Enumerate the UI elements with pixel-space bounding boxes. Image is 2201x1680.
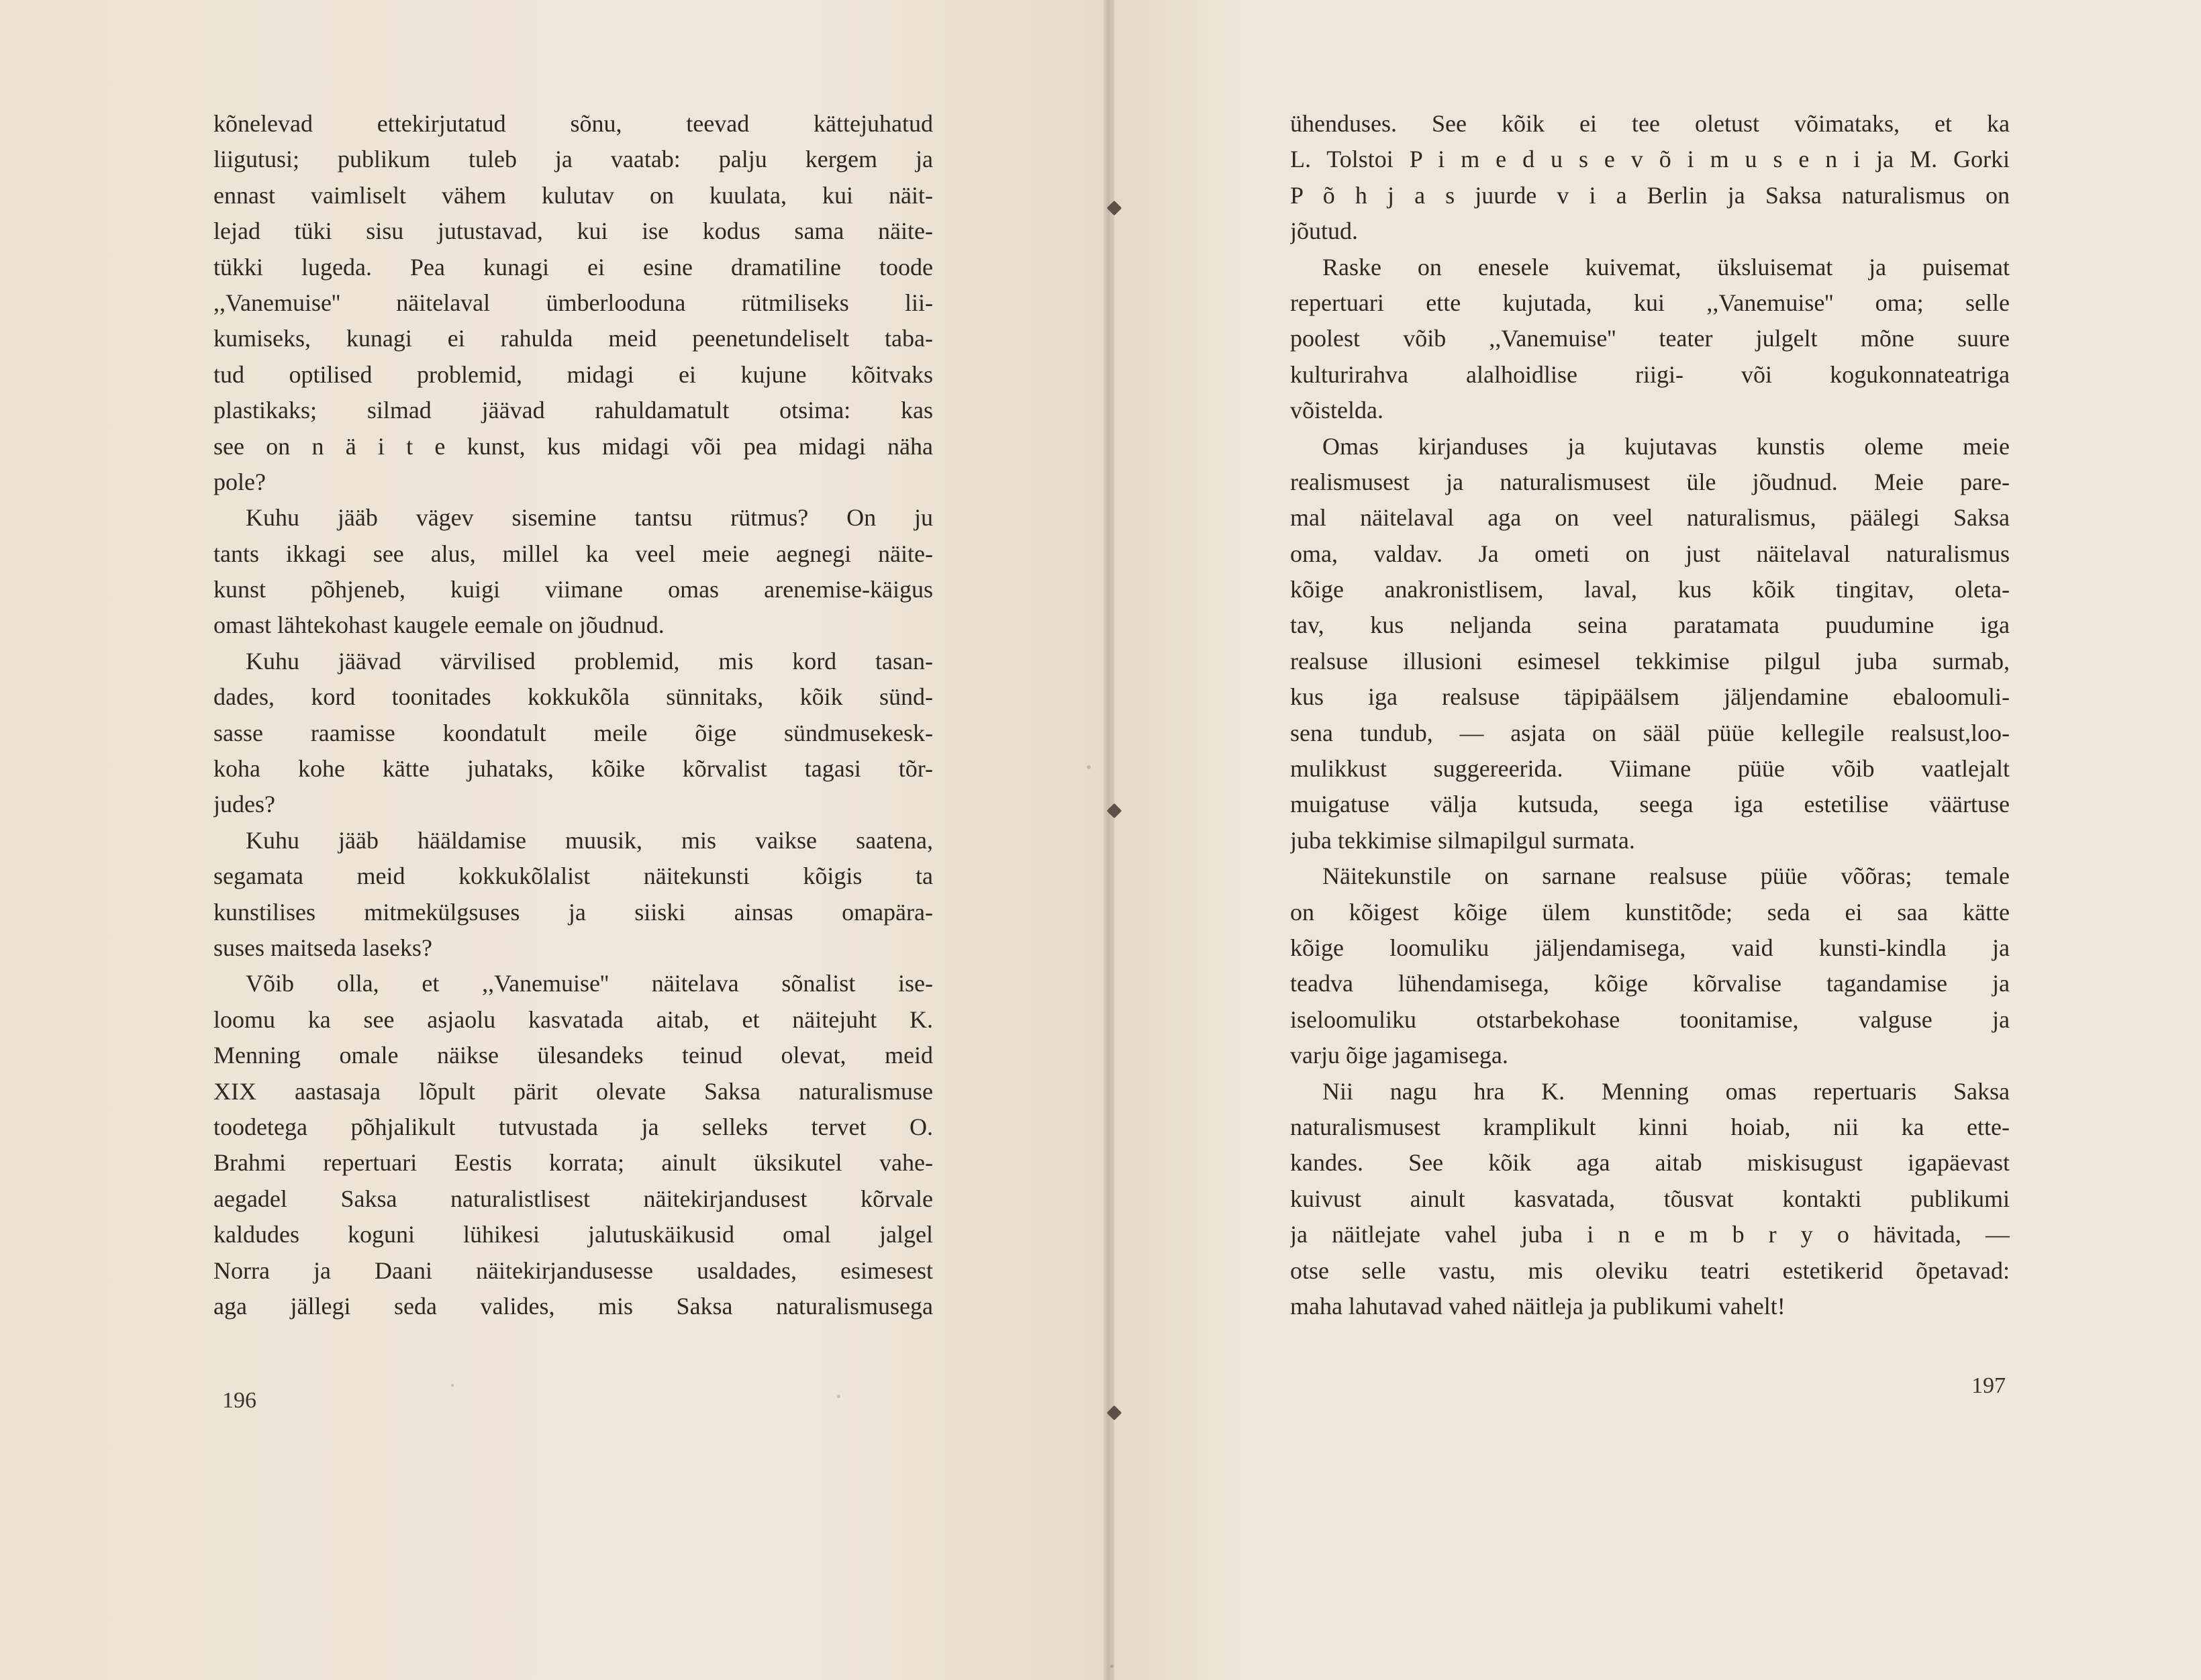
page-number-left: 196 [222, 1388, 256, 1413]
right-page-text [1290, 106, 2010, 1324]
paper-spot [1110, 1665, 1114, 1668]
text-line: mal näitelaval aga on veel naturalismus, päälegi Saksa [1290, 504, 2010, 532]
text-line: aegadel Saksa naturalistlisest näitekirjandusest kõrvale [213, 1185, 933, 1212]
text-line: kunstilises mitmekülgsuses ja siiski ainsas omapära- [213, 898, 933, 926]
text-line: kandes. See kõik aga aitab miskisugust igapäevast [1290, 1149, 2010, 1177]
text-line: tud optilised problemid, midagi ei kujune kõitvaks [213, 360, 933, 388]
text-line: aga jällegi seda valides, mis Saksa naturalismusega [213, 1292, 933, 1320]
text-line: kaldudes koguni lühikesi jalutuskäikusid omal jalgel [213, 1221, 933, 1248]
text-line: on kõigest kõige ülem kunstitõde; seda ei saa kätte [1290, 898, 2010, 926]
text-line: kõige loomuliku jäljendamisega, vaid kunsti-kindla ja [1290, 934, 2010, 961]
text-line: kuivust ainult kasvatada, tõusvat kontakti publikumi [1290, 1185, 2010, 1212]
page-number-right: 197 [1971, 1373, 2006, 1398]
text-line: Nii nagu hra K. Menning omas repertuaris Saksa [1322, 1077, 2010, 1105]
text-line: loomu ka see asjaolu kasvatada aitab, et näitejuht K. [213, 1005, 933, 1033]
text-line: muigatuse välja kutsuda, seega iga estetilise väärtuse [1290, 791, 2010, 818]
text-line: segamata meid kokkukõlalist näitekunsti kõigis ta [213, 862, 933, 890]
text-line: teadva lühendamisega, kõige kõrvalise tagandamise ja [1290, 970, 2010, 997]
text-line: judes? [213, 791, 275, 818]
text-line: kõnelevad ettekirjutatud sõnu, teevad kättejuhatud [213, 110, 933, 137]
text-line: sena tundub, — asjata on sääl püüe kellegile realsust,loo- [1290, 719, 2010, 746]
text-line: kulturirahva alalhoidlise riigi- või kogukonnateatriga [1290, 360, 2010, 388]
text-line: suses maitseda laseks? [213, 934, 432, 961]
text-line: Võib olla, et ,,Vanemuise'' näitelava sõnalist ise- [246, 970, 933, 997]
paper-spot [837, 1395, 840, 1398]
left-page-text [213, 106, 933, 1324]
text-line: iseloomuliku otstarbekohase toonitamise, valguse ja [1290, 1005, 2010, 1033]
text-line: Näitekunstile on sarnane realsuse püüe võõras; temale [1322, 862, 2010, 890]
text-line: dades, kord toonitades kokkukõla sünnitaks, kõik sünd- [213, 683, 933, 711]
text-line: kõige anakronistlisem, laval, kus kõik tingitav, oleta- [1290, 576, 2010, 603]
text-line: ,,Vanemuise'' näitelaval ümberlooduna rütmiliseks lii- [213, 289, 933, 316]
text-line: kumiseks, kunagi ei rahulda meid peenetundeliselt taba- [213, 325, 933, 352]
text-line: realismusest ja naturalismusest üle jõudnud. Meie pare- [1290, 468, 2010, 495]
text-line: poolest võib ,,Vanemuise'' teater julgelt mõne suure [1290, 325, 2010, 352]
paper-spot [451, 1384, 454, 1387]
text-line: koha kohe kätte juhataks, kõike kõrvalist tagasi tõr- [213, 755, 933, 783]
text-line: repertuari ette kujutada, kui ,,Vanemuise'' oma; selle [1290, 289, 2010, 316]
text-line: L. Tolstoi P i m e d u s e v õ i m u s e n i ja M. Gorki [1290, 146, 2010, 173]
text-line: ühenduses. See kõik ei tee oletust võimataks, et ka [1290, 110, 2010, 137]
text-line: Menning omale näikse ülesandeks teinud olevat, meid [213, 1042, 933, 1069]
text-line: Kuhu jääb hääldamise muusik, mis vaikse saatena, [246, 826, 933, 854]
text-line: võistelda. [1290, 397, 1383, 424]
text-line: omast lähtekohast kaugele eemale on jõudnud. [213, 611, 665, 639]
book-gutter [1104, 0, 1114, 1680]
text-line: see on n ä i t e kunst, kus midagi või pea midagi näha [213, 432, 933, 460]
text-line: sasse raamisse koondatult meile õige sündmusekesk- [213, 719, 933, 746]
text-line: Brahmi repertuari Eestis korrata; ainult üksikutel vahe- [213, 1149, 933, 1177]
text-line: P õ h j a s juurde v i a Berlin ja Saksa naturalismus on [1290, 181, 2010, 209]
text-line: kus iga realsuse täpipäälsem jäljendamine ebaloomuli- [1290, 683, 2010, 711]
text-line: maha lahutavad vahed näitleja ja publikumi vahelt! [1290, 1292, 1786, 1320]
text-line: Kuhu jäävad värvilised problemid, mis kord tasan- [246, 647, 933, 675]
text-line: Norra ja Daani näitekirjandusesse usaldades, esimesest [213, 1256, 933, 1284]
text-line: plastikaks; silmad jäävad rahuldamatult otsima: kas [213, 397, 933, 424]
text-line: pole? [213, 468, 266, 495]
text-line: realsuse illusioni esimesel tekkimise pilgul juba surmab, [1290, 647, 2010, 675]
text-line: toodetega põhjalikult tutvustada ja selleks tervet O. [213, 1113, 933, 1140]
text-line: ennast vaimliselt vähem kulutav on kuulata, kui näit- [213, 181, 933, 209]
text-line: otse selle vastu, mis oleviku teatri estetikerid õpetavad: [1290, 1256, 2010, 1284]
text-line: naturalismusest kramplikult kinni hoiab, nii ka ette- [1290, 1113, 2010, 1140]
text-line: jõutud. [1290, 217, 1359, 245]
text-line: Raske on enesele kuivemat, üksluisemat ja puisemat [1322, 253, 2010, 281]
text-line: tav, kus neljanda seina paratamata puudumine iga [1290, 611, 2010, 639]
text-line: ja näitlejate vahel juba i n e m b r y o hävitada, — [1290, 1221, 2010, 1248]
text-line: XIX aastasaja lõpult pärit olevate Saksa naturalismuse [213, 1077, 933, 1105]
text-line: lejad tüki sisu jutustavad, kui ise kodus sama näite- [213, 217, 933, 245]
text-line: kunst põhjeneb, kuigi viimane omas arenemise-käigus [213, 576, 933, 603]
text-line: oma, valdav. Ja ometi on just näitelaval naturalismus [1290, 540, 2010, 567]
text-line: liigutusi; publikum tuleb ja vaatab: palju kergem ja [213, 146, 933, 173]
text-line: varju õige jagamisega. [1290, 1042, 1508, 1069]
text-line: Kuhu jääb vägev sisemine tantsu rütmus? On ju [246, 504, 933, 532]
text-line: Omas kirjanduses ja kujutavas kunstis oleme meie [1322, 432, 2010, 460]
text-line: juba tekkimise silmapilgul surmata. [1290, 826, 1635, 854]
text-line: tükki lugeda. Pea kunagi ei esine dramatiline toode [213, 253, 933, 281]
text-line: mulikkust suggereerida. Viimane püüe võib vaatlejalt [1290, 755, 2010, 783]
text-line: tants ikkagi see alus, millel ka veel meie aegnegi näite- [213, 540, 933, 567]
paper-spot [1087, 765, 1091, 769]
